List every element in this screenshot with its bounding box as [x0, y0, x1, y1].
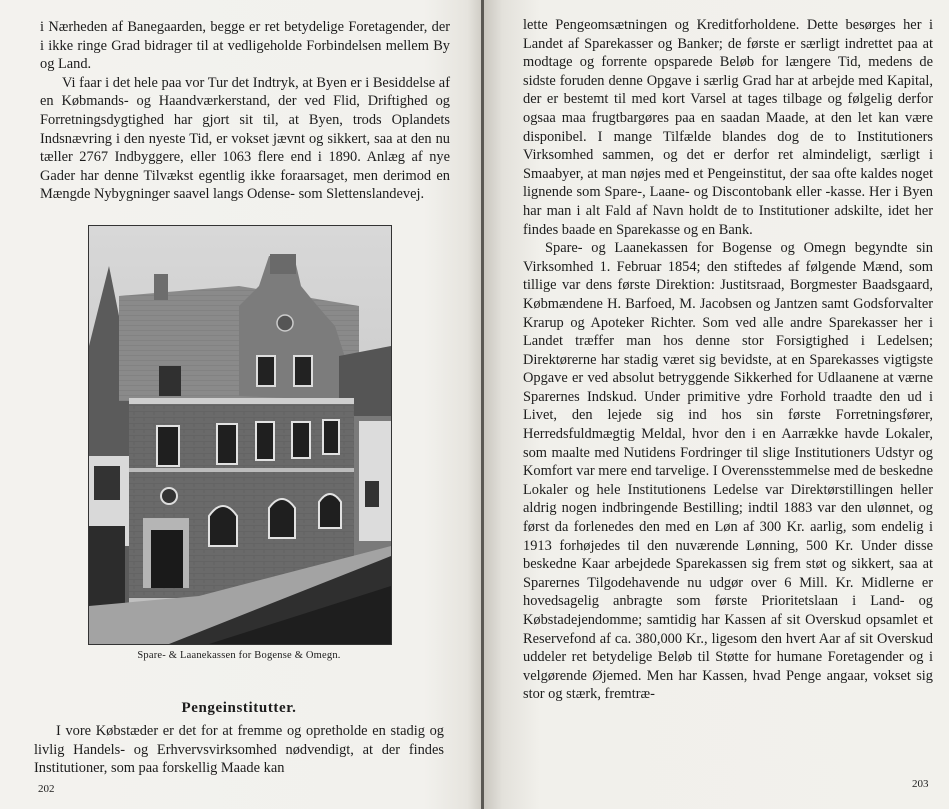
page-number: 203 — [912, 778, 929, 790]
paragraph: Spare- og Laanekassen for Bogense og Omegn begyndte sin Virksomhed 1. Februar 1854; den stiftedes af følgende Mænd, som tillige var dens første Direktion: Justitsraad, Borgmester Baadsgaard, Købmændene H. Barfoed, M. Jacobsen og Jantzen samt Godsforvalter Krarup og Apoteker Richter. Som ved alle andre Sparekasser her i Landet træffer man hos denne stor Forsigtighed i Ledelsen; Direktørerne har stadig været sig bevidste, at en Sparekasses vigtigste Opgave er ved absolut betryggende Sikkerhed for Udlaanene at værne Sparernes Indskud. Under primitive ydre Forhold traadte den ud i Livet, den lejede sig ind hos sin første Forretningsfører, Herredsfuldmægtig Meldal, hvor den i en Aarrække havde Lokaler, som maalte med Nutidens Fordringer til slige Institutioners Udstyr og Komfort var mere end tarvelige. I Overensstemmelse med de beskedne Lokaler og hele Institutionens Ledelse var Direktørstillingen heller aldrig nogen indbringende Bestilling; indtil 1883 var den ulønnet, og først da forlenedes den med en Løn af 300 Kr. aarlig, som endelig i 1913 forhøjedes til den nuværende Lønning, 500 Kr. Under disse beskedne Kaar arbejdede Sparekassen sig frem støt og sikkert, saa at Sparernes Tilgodehavende nu udgør over 6 Mill. Kr. Midlerne er hovedsagelig anbragte som første Prioritetslaan i Land- og Købstadejendomme; samtidig har Kassen af sit Overskud opsamlet et Reservefond af ca. 380,000 Kr., ligesom den hvert Aar af sit Overskud uddeler ret betydelige Beløb til Støtte for humane Foretagender og i velgørende Øjemed. Men har Kassen, hvad Penge angaar, vokset sig stor og stærk, fremtræ- — [523, 240, 933, 703]
right-page-text — [523, 16, 933, 704]
photo-caption: Spare- & Laanekassen for Bogense & Omegn. — [137, 650, 341, 661]
section-heading: Pengeinstitutter. — [181, 700, 297, 716]
right-page — [484, 0, 949, 809]
bank-building-photo — [88, 225, 392, 645]
page-number: 202 — [38, 783, 55, 795]
paragraph: I vore Købstæder er det for at fremme og opretholde en stadig og livlig Handels- og Erhvervsvirksomhed nødvendigt, at der findes Institutioner, som paa forskellig Maade kan — [34, 723, 444, 777]
paragraph: Vi faar i det hele paa vor Tur det Indtryk, at Byen er i Besiddelse af en Købmands- og Haandværkerstand, der ved Flid, Driftighed og Forretningsdygtighed har gjort sit til, at Byen, trods Oplandets Indsnævring i den nyeste Tid, er vokset jævnt og sikkert, saa at den nu tæller 2767 Indbyggere, eller 1063 flere end i 1890. Anlæg af nye Gader har denne Tilvækst egentlig ikke foraarsaget, men derimod en Mængde Nybygninger saavel langs Odense- som Slettenslandevej. — [40, 74, 450, 203]
paragraph: i Nærheden af Banegaarden, begge er ret betydelige Foretagender, der i ikke ringe Grad bidrager til at vedligeholde Forbindelsen mellem By og Land. — [40, 19, 450, 73]
left-page-bottom-text — [34, 722, 444, 778]
left-page-text — [40, 18, 450, 204]
paragraph: lette Pengeomsætningen og Kreditforholdene. Dette besørges her i Landet af Sparekasser og Banker; de første er særligt indrettet paa at modtage og forrente opsparede Beløb for længere Tid, medens de sidste foruden denne Opgave i særlig Grad har at arbejde med Kapital, der er bestemt til med kort Varsel at tages tilbage og følgelig derfor ogsaa maa frugtbargøres paa en saadan Maade, at den let kan være disponibel. I mange Tilfælde blandes dog de to Institutioners Virksomhed sammen, og det er derfor ret almindeligt, særligt i Smaabyer, at man nøjes med et Pengeinstitut, der saa ofte kaldes noget lignende som Spare-, Laane- og Discontobank eller -kasse. Her i Byen har man i alt Fald af Navn holdt de to Institutioner adskilte, idet her findes baade en Sparekasse og en Bank. — [523, 17, 933, 238]
